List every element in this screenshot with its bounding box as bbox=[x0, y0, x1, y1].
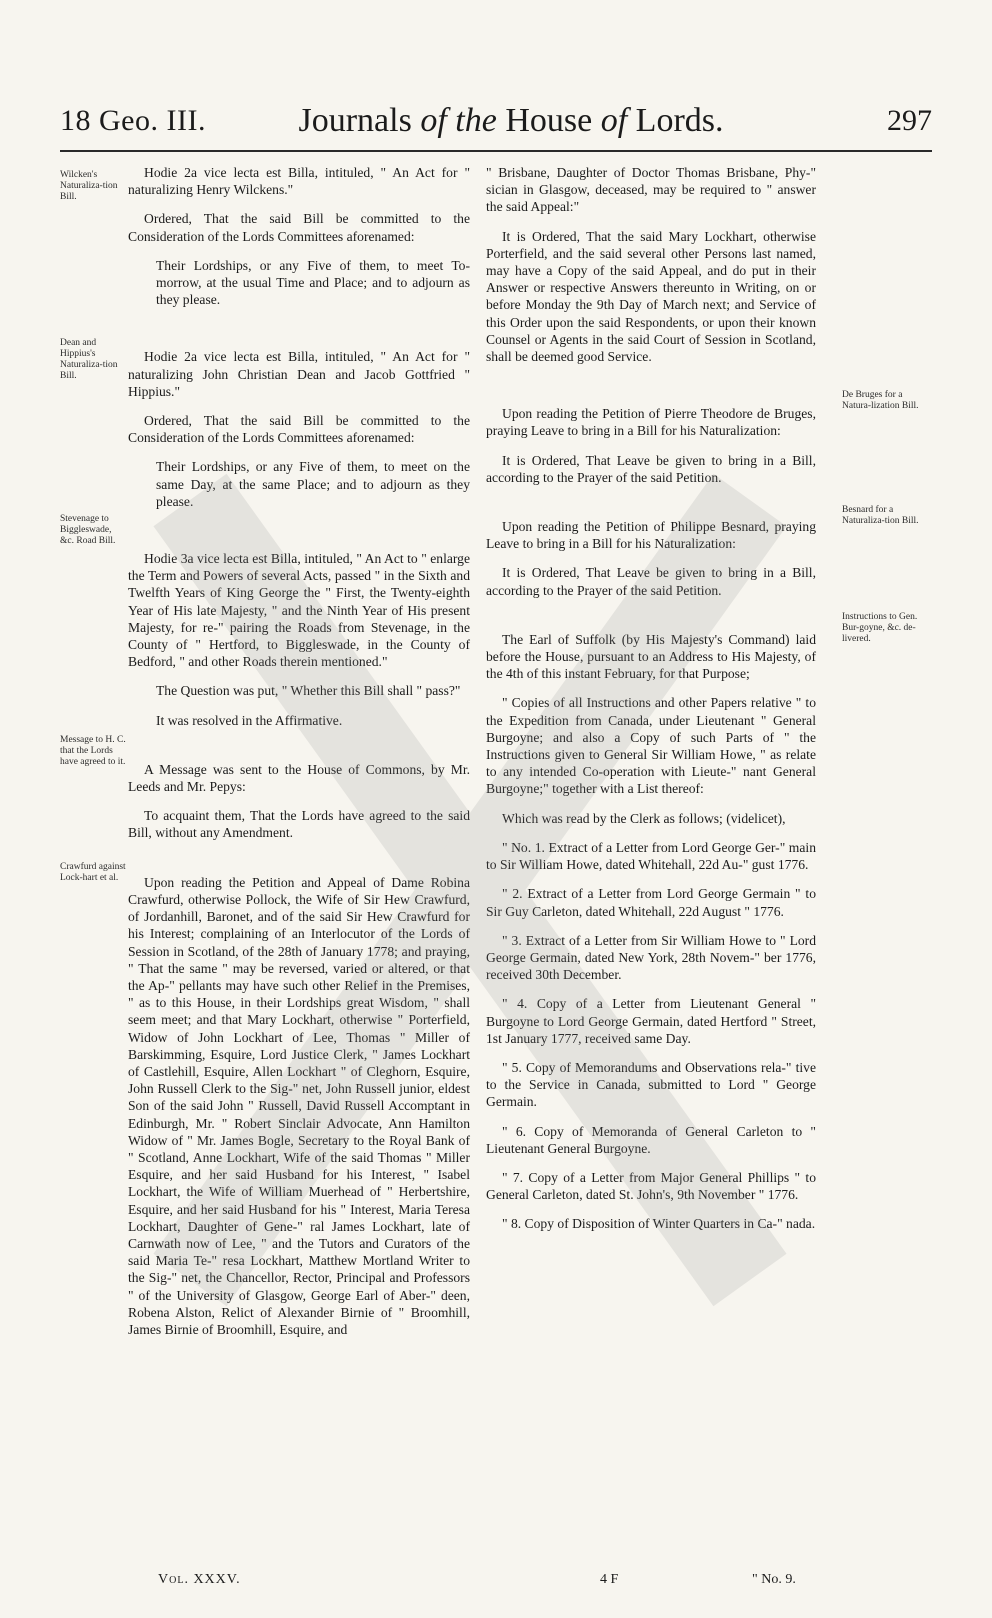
question-put: The Question was put, " Whether this Bill shall " pass?" bbox=[156, 683, 461, 699]
read-by-clerk: Which was read by the Clerk as follows; (videlicet), bbox=[502, 810, 786, 826]
document-list-item: " 7. Copy of a Letter from Major General Phillips " to General Carleton, dated St. John's, 9th November " 1776. bbox=[486, 1169, 816, 1203]
journal-title bbox=[290, 102, 732, 140]
margin-note: Message to H. C. that the Lords have agreed to it. bbox=[60, 735, 126, 767]
title-part: of bbox=[600, 102, 628, 139]
catchword: " No. 9. bbox=[752, 1572, 796, 1587]
document-list-item: " 2. Extract of a Letter from Lord George Germain " to Sir Guy Carleton, dated Whitehall, 22d August " 1776. bbox=[486, 886, 816, 919]
title-part: Lords. bbox=[627, 102, 724, 139]
order-paragraph: Ordered, That the said Bill be committed to the Consideration of the Lords Committees aforenamed: bbox=[128, 413, 470, 446]
document-list-item: " 8. Copy of Disposition of Winter Quarters in Ca-" nada. bbox=[502, 1216, 816, 1232]
left-column bbox=[128, 164, 470, 1350]
margin-note: Besnard for a Naturaliza-tion Bill. bbox=[842, 505, 919, 526]
right-column bbox=[486, 164, 816, 1245]
document-list-item: " 5. Copy of Memorandums and Observations rela-" tive to the Service in Canada, submitted to Lord " George Germain. bbox=[486, 1059, 816, 1110]
petition-paragraph: Upon reading the Petition of Pierre Theodore de Bruges, praying Leave to bring in a Bill for his Naturalization: bbox=[486, 406, 816, 439]
margin-note: Dean and Hippius's Naturaliza-tion Bill. bbox=[60, 338, 118, 381]
document-list-item: " No. 1. Extract of a Letter from Lord George Ger-" main to Sir William Howe, dated Whitehall, 22d Au-" gust 1776. bbox=[486, 839, 816, 873]
margin-note: Stevenage to Biggleswade, &c. Road Bill. bbox=[60, 514, 116, 546]
volume-label: Vol. XXXV. bbox=[158, 1572, 241, 1587]
signature-mark: 4 F bbox=[600, 1572, 619, 1587]
page-number: 297 bbox=[887, 104, 932, 137]
margin-note: Wilcken's Naturaliza-tion Bill. bbox=[60, 170, 118, 202]
continued-quote: " Brisbane, Daughter of Doctor Thomas Brisbane, Phy-" sician in Glasgow, deceased, may be required to " answer the said Appeal:" bbox=[486, 165, 816, 215]
header-rule bbox=[60, 150, 932, 152]
title-part: the bbox=[446, 102, 506, 139]
margin-note: Instructions to Gen. Bur-goyne, &c. de-livered. bbox=[842, 612, 918, 644]
petition-paragraph: Upon reading the Petition and Appeal of Dame Robina Crawfurd, otherwise Pollock, the Wife of Sir Hew Crawfurd, of Jordanhill, Baronet, and of the said Sir Hew Crawfurd for his Interest; complaining of an Interlocutor of the Lords of Session in Scotland, of the 28th of January 1778; and praying, " That the same " may be reversed, varied or altered, or that the Ap-" pellants may have such other Relief in the Premises, " as to this House, in their Lordships great Wisdom, " shall seem meet; and that Mary Lockhart, otherwise " Porterfield, Widow of John Lockhart of Lee, Thomas " Miller of Barskimming, Esquire, Lord Justice Clerk, " James Lockhart of Castlehill, Esquire, Allen Lockhart " of Cleghorn, Esquire, John Russell Clerk to the Sig-" net, John Russell junior, eldest Son of the said John " Russell, David Russell Accomptant in Edinburgh, Mr. " Robert Sinclair Advocate, Ann Hamilton Widow of " Mr. James Bogle, Secretary to the Royal Bank of " Scotland, Anne Lockhart, Wife of the said Thomas " Miller Esquire, and her said Husband for his Interest, " Isabel Lockhart, the Wife of William Muerhead of " Herbertshire, Esquire, and her said Husband for his " Interest, Maria Teresa Lockhart, Daughter of Gene-" ral James Lockhart, late of Carnwath now of Lee, " and the Tutors and Curators of the said Maria Te-" resa Lockhart, Matthew Mortland Writer to the Sig-" net, the Chancellor, Rector, Principal and Professors " of the University of Glasgow, George Earl of Aber-" deen, Robena Alston, Relict of Alexander Birnie of " Broomhill, James Birnie of Broomhill, Esquire, and bbox=[128, 874, 470, 1337]
resolution: It was resolved in the Affirmative. bbox=[156, 712, 343, 728]
order-paragraph: Ordered, That the said Bill be committed to the Consideration of the Lords Committees aforenamed: bbox=[128, 211, 470, 244]
document-list-item: " 4. Copy of a Letter from Lieutenant General " Burgoyne to Lord George Germain, dated Hertford " Street, 1st January 1777, received same Day. bbox=[486, 996, 816, 1046]
title-part: of bbox=[420, 102, 447, 139]
committee-instruction: Their Lordships, or any Five of them, to meet on the same Day, at the same Place; and to adjourn as they please. bbox=[156, 459, 470, 509]
message-paragraph: A Message was sent to the House of Commons, by Mr. Leeds and Mr. Pepys: bbox=[128, 761, 470, 795]
order-paragraph: It is Ordered, That the said Mary Lockhart, otherwise Porterfield, and the said several other Persons last named, may have a Copy of the said Appeal, and do put in their Answer or respective Answers thereunto in Writing, on or before Monday the 9th Day of March next; and Service of this Order upon the said Respondents, or upon their known Counsel or Agents in the said Court of Session in Scotland, shall be deemed good Service. bbox=[486, 228, 816, 365]
document-list-item: " 3. Extract of a Letter from Sir William Howe to " Lord George Germain, dated New York, 28th Novem-" ber 1776, received 30th December. bbox=[486, 932, 816, 983]
papers-quote: " Copies of all Instructions and other Papers relative " to the Expedition from Canada, under Lieutenant " General Burgoyne; and also a Copy of such Parts of " the Instructions given to General Sir William Howe, " as relate to any intended Co-operation with Lieute-" nant General Burgoyne;" together with a List thereof: bbox=[486, 695, 816, 797]
title-part: Journals bbox=[298, 102, 421, 139]
regnal-year: 18 Geo. III. bbox=[60, 104, 206, 137]
acquaint-paragraph: To acquaint them, That the Lords have agreed to the said Bill, without any Amendment. bbox=[128, 808, 470, 841]
order-paragraph: It is Ordered, That Leave be given to bring in a Bill, according to the Prayer of the said Petition. bbox=[486, 565, 816, 598]
margin-note: De Bruges for a Natura-lization Bill. bbox=[842, 390, 919, 411]
page-header bbox=[60, 104, 932, 152]
order-paragraph: It is Ordered, That Leave be given to bring in a Bill, according to the Prayer of the said Petition. bbox=[486, 452, 816, 485]
bill-reading: Hodie 2a vice lecta est Billa, intituled, " An Act for " naturalizing John Christian Dean and Jacob Gottfried " Hippius." bbox=[128, 349, 470, 399]
bill-reading: Hodie 3a vice lecta est Billa, intituled, " An Act to " enlarge the Term and Powers of several Acts, passed " in the Sixth and Twelfth Years of King George the " First, the Twenty-eighth Year of His late Majesty, " and the Ninth Year of His present Majesty, for re-" pairing the Roads from Stevenage, in the County of " Hertford, to Biggleswade, in the County of Bedford, " and other Roads therein mentioned." bbox=[128, 551, 470, 670]
title-part: House bbox=[505, 102, 601, 139]
document-list-item: " 6. Copy of Memoranda of General Carleton to " Lieutenant General Burgoyne. bbox=[486, 1123, 816, 1156]
bill-reading: Hodie 2a vice lecta est Billa, intituled, " An Act for " naturalizing Henry Wilckens." bbox=[128, 165, 470, 198]
petition-paragraph: Upon reading the Petition of Philippe Besnard, praying Leave to bring in a Bill for his Naturalization: bbox=[486, 519, 816, 552]
papers-laid-paragraph: The Earl of Suffolk (by His Majesty's Command) laid before the House, pursuant to an Address to His Majesty, of the 4th of this instant February, for that Purpose; bbox=[486, 631, 816, 682]
committee-instruction: Their Lordships, or any Five of them, to meet To-morrow, at the usual Time and Place; and to adjourn as they please. bbox=[156, 257, 470, 308]
margin-note: Crawfurd against Lock-hart et al. bbox=[60, 862, 126, 883]
